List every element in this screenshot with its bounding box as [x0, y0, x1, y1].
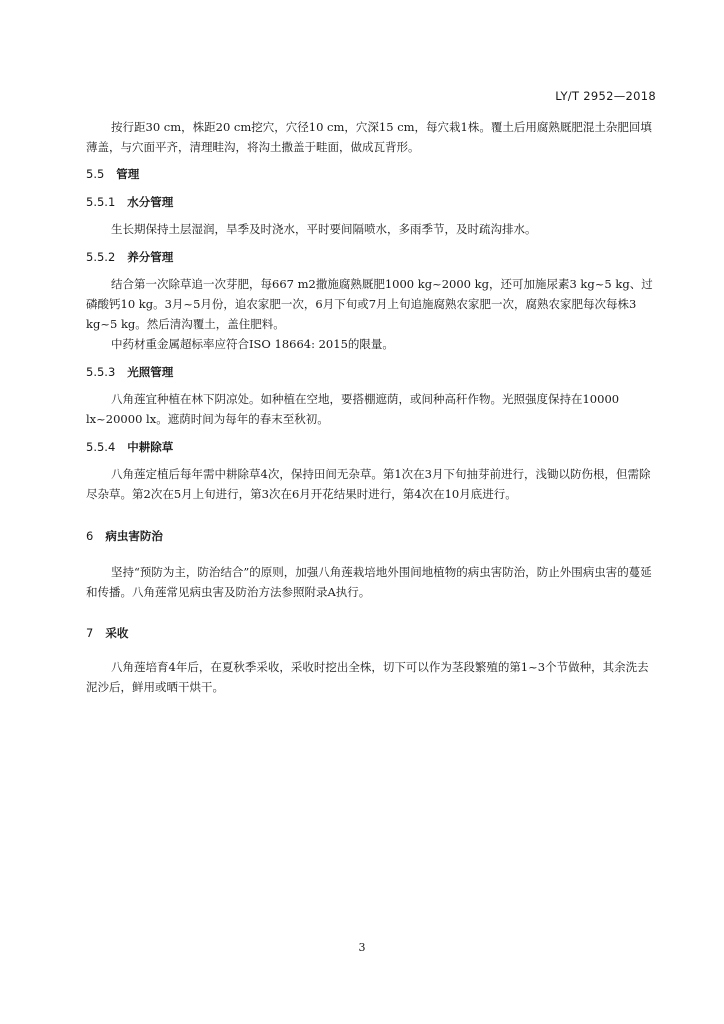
heading-7 [86, 625, 656, 641]
heading-title: 病虫害防治 [105, 529, 163, 543]
page-number: 3 [358, 941, 366, 954]
paragraph-text: 按行距30 cm，株距20 cm挖穴，穴径10 cm，穴深15 cm，每穴栽1株。覆土后用腐熟厩肥混土杂肥回填薄盖，与穴面平齐，清理畦沟，将沟土撒盖于畦面，做成瓦背形。 [86, 120, 652, 154]
heading-number: 5.5.4 [86, 440, 116, 454]
paragraph-text: 坚持“预防为主，防治结合”的原则，加强八角莲栽培地外围间地植物的病虫害防治，防止外围病虫害的蔓延和传播。八角莲常见病虫害及防治方法参照附录A执行。 [86, 565, 652, 599]
heading-title: 水分管理 [127, 195, 174, 209]
paragraph-text: 八角莲定植后每年需中耕除草4次，保持田间无杂草。第1次在3月下旬抽芽前进行，浅锄以防伤根，但需除尽杂草。第2次在5月上旬进行，第3次在6月开花结果时进行，第4次在10月底进行。 [86, 467, 651, 501]
paragraph-pest [86, 562, 656, 602]
heading-5-5 [86, 166, 656, 182]
heading-number: 7 [86, 626, 94, 640]
paragraph-water [86, 219, 656, 239]
heading-title: 养分管理 [127, 250, 174, 264]
standard-code: LY/T 2952—2018 [555, 89, 656, 103]
heading-number: 5.5.1 [86, 195, 116, 209]
paragraph-text: 八角莲宜种植在林下阴凉处。如种植在空地，要搭棚遮荫，或间种高秆作物。光照强度保持在10000 lx~20000 lx。遮荫时间为每年的春末至秋初。 [86, 392, 620, 426]
heading-6 [86, 528, 656, 544]
heading-5-5-2 [86, 249, 656, 265]
heading-number: 5.5.3 [86, 365, 116, 379]
heading-number: 5.5 [86, 167, 105, 181]
heading-title: 管理 [116, 167, 140, 181]
heading-5-5-4 [86, 439, 656, 455]
heading-title: 采收 [105, 626, 129, 640]
paragraph-harvest [86, 657, 656, 697]
heading-5-5-3 [86, 364, 656, 380]
paragraph-planting [86, 117, 656, 157]
heading-number: 5.5.2 [86, 250, 116, 264]
heading-title: 光照管理 [127, 365, 174, 379]
paragraph-light [86, 389, 656, 429]
paragraph-text: 中药材重金属超标率应符合ISO 18664: 2015的限量。 [111, 337, 394, 351]
heading-title: 中耕除草 [127, 440, 174, 454]
paragraph-text: 结合第一次除草追一次芽肥，每667 m2撒施腐熟厩肥1000 kg~2000 kg，还可加施尿素3 kg~5 kg、过磷酸钙10 kg。3月~5月份，追农家肥一次，6月下旬或7月上旬追施腐熟农家肥一次，腐熟农家肥每次每株3 kg~5 kg。然后清沟覆土，盖住肥料。 [86, 277, 653, 331]
paragraph-fertilizer [86, 274, 656, 354]
paragraph-weeding [86, 464, 656, 504]
heading-number: 6 [86, 529, 94, 543]
paragraph-text: 生长期保持土层湿润，旱季及时浇水，平时要间隔喷水，多雨季节，及时疏沟排水。 [111, 222, 537, 236]
heading-5-5-1 [86, 194, 656, 210]
paragraph-text: 八角莲培育4年后，在夏秋季采收，采收时挖出全株，切下可以作为茎段繁殖的第1~3个节做种，其余洗去泥沙后，鲜用或晒干烘干。 [86, 660, 649, 694]
